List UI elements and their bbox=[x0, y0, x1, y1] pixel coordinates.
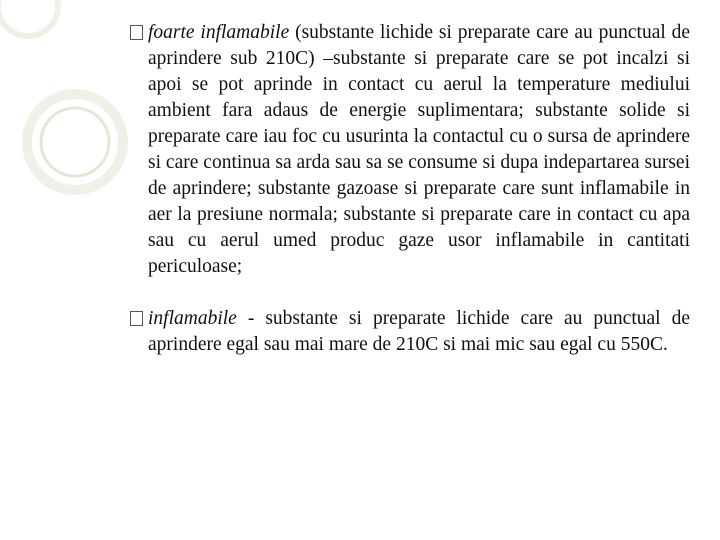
box-bullet-icon bbox=[130, 25, 143, 40]
box-bullet-icon bbox=[130, 311, 143, 326]
bullet-item-foarte-inflamabile bbox=[130, 20, 690, 280]
bullet-term: inflamabile bbox=[148, 308, 237, 329]
bullet-term: foarte inflamabile bbox=[148, 22, 290, 43]
bullet-item-inflamabile bbox=[130, 306, 690, 358]
decorative-rings-icon bbox=[0, 0, 140, 220]
slide-content bbox=[130, 20, 690, 358]
bullet-text: (substante lichide si preparate care au punctual de aprindere sub 210C) –substante si preparate care se pot incalzi si apoi se pot aprinde in contact cu aerul la temperature mediului ambient fara adaus de energie suplimentara; substante solide si preparate care iau foc cu usurinta la contactul cu o sursa de aprindere si care continua sa arda sau sa se consume si dupa indepartarea sursei de aprindere; substante gazoase si preparate care sunt inflamabile in aer la presiune normala; substante si preparate care in contact cu apa sau cu aerul umed produc gaze usor inflamabile in cantitati periculoase; bbox=[148, 22, 691, 277]
bullet-text: - substante si preparate lichide care au punctual de aprindere egal sau mai mare de 210C si mai mic sau egal cu 550C. bbox=[148, 308, 690, 355]
